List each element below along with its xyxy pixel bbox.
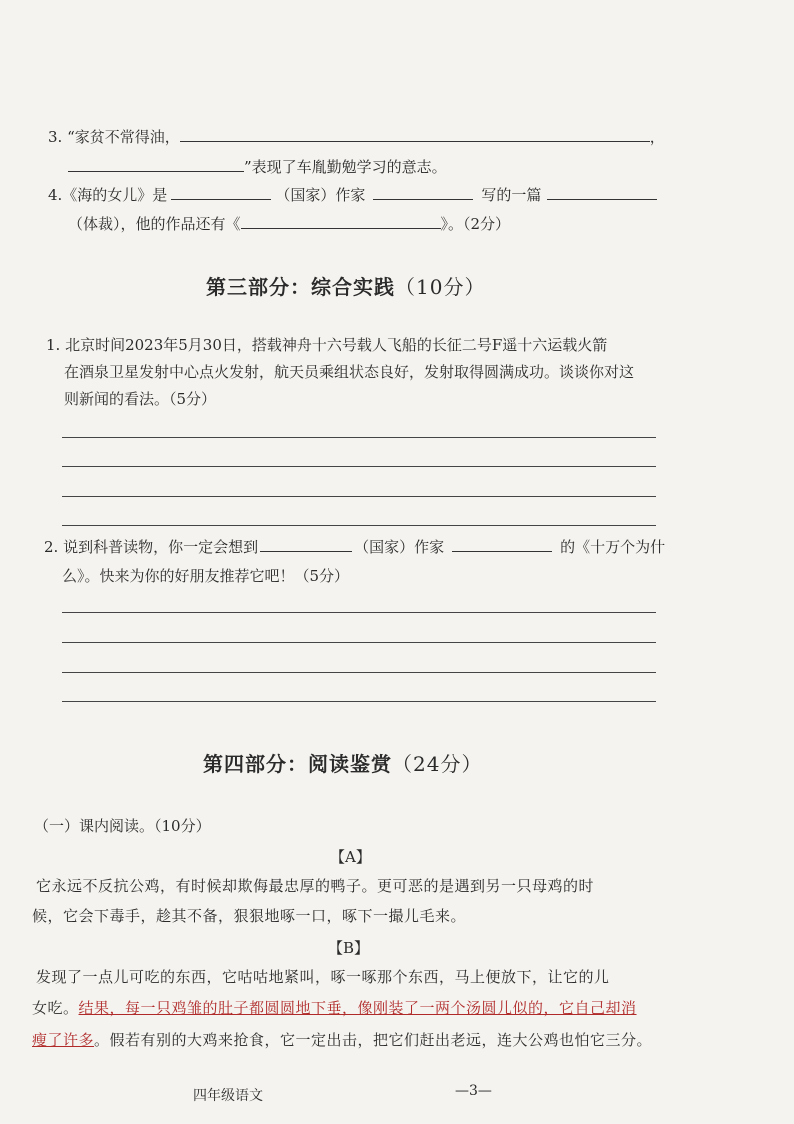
p3q1-line2: 在酒泉卫星发射中心点火发射，航天员乘组状态良好，发射取得圆满成功。谈谈你对这 [64, 363, 635, 381]
p3q2-line2: 么》。快来为你的好朋友推荐它吧！（5分） [62, 567, 350, 585]
q4-line1: 4.《海的女儿》是 （国家）作家 写的一篇 [48, 185, 657, 205]
passage-a-line1: 它永远不反抗公鸡，有时候却欺侮最忠厚的鸭子。更可恶的是遇到另一只母鸡的时 [36, 877, 595, 895]
passage-a-line2: 候，它会下毒手，趁其不备，狠狠地啄一口，啄下一撮儿毛来。 [32, 907, 467, 925]
q3-line1: 3. “家贫不常得油， ， [48, 128, 665, 146]
page-number: —3— [455, 1083, 492, 1099]
passage-b-line1: 发现了一点儿可吃的东西，它咕咕地紧叫，啄一啄那个东西，马上便放下，让它的儿 [36, 968, 610, 986]
passage-b-line2: 女吃。结果，每一只鸡雏的肚子都圆圆地下垂，像刚装了一两个汤圆儿似的，它自己却消 [32, 999, 637, 1017]
answer-blank[interactable] [68, 157, 244, 172]
answer-blank-genre[interactable] [547, 185, 657, 200]
writing-line[interactable] [62, 672, 656, 673]
p3q1-line1: 1. 北京时间2023年5月30日，搭载神舟十六号载人飞船的长征二号F遥十六运载火箭 [46, 336, 608, 354]
answer-blank[interactable] [180, 127, 650, 142]
underlined-sentence: 结果，每一只鸡雏的肚子都圆圆地下垂，像刚装了一两个汤圆儿似的，它自己却消 [78, 999, 637, 1017]
q3-line2: ”表现了车胤勤勉学习的意志。 [68, 157, 447, 177]
section1-label: （一）课内阅读。（10分） [34, 817, 211, 835]
p3q2-line1: 2. 说到科普读物，你一定会想到 （国家）作家 的《十万个为什 [44, 538, 666, 556]
writing-line[interactable] [62, 496, 656, 497]
answer-blank-works[interactable] [241, 214, 441, 229]
writing-line[interactable] [62, 437, 656, 438]
footer-subject: 四年级语文 [193, 1088, 263, 1104]
answer-blank-author[interactable] [373, 185, 473, 200]
writing-line[interactable] [62, 701, 656, 702]
underlined-sentence-end: 瘦了许多 [32, 1031, 95, 1049]
p3q1-line3: 则新闻的看法。（5分） [64, 390, 217, 408]
part4-heading: 第四部分：阅读鉴赏（24分） [203, 752, 483, 776]
passage-a-marker: 【A】 [330, 848, 371, 866]
part3-heading: 第三部分：综合实践（10分） [206, 275, 486, 299]
writing-line[interactable] [62, 466, 656, 467]
writing-line[interactable] [62, 642, 656, 643]
writing-line[interactable] [62, 612, 656, 613]
answer-blank-country[interactable] [260, 537, 352, 552]
q4-line2: （体裁），他的作品还有《 》。（2分） [68, 215, 511, 233]
answer-blank-country[interactable] [171, 185, 271, 200]
answer-blank-author[interactable] [452, 537, 552, 552]
passage-b-marker: 【B】 [328, 939, 370, 957]
passage-b-line3: 瘦了许多。假若有别的大鸡来抢食，它一定出击，把它们赶出老远，连大公鸡也怕它三分。 [32, 1031, 653, 1049]
writing-line[interactable] [62, 525, 656, 526]
